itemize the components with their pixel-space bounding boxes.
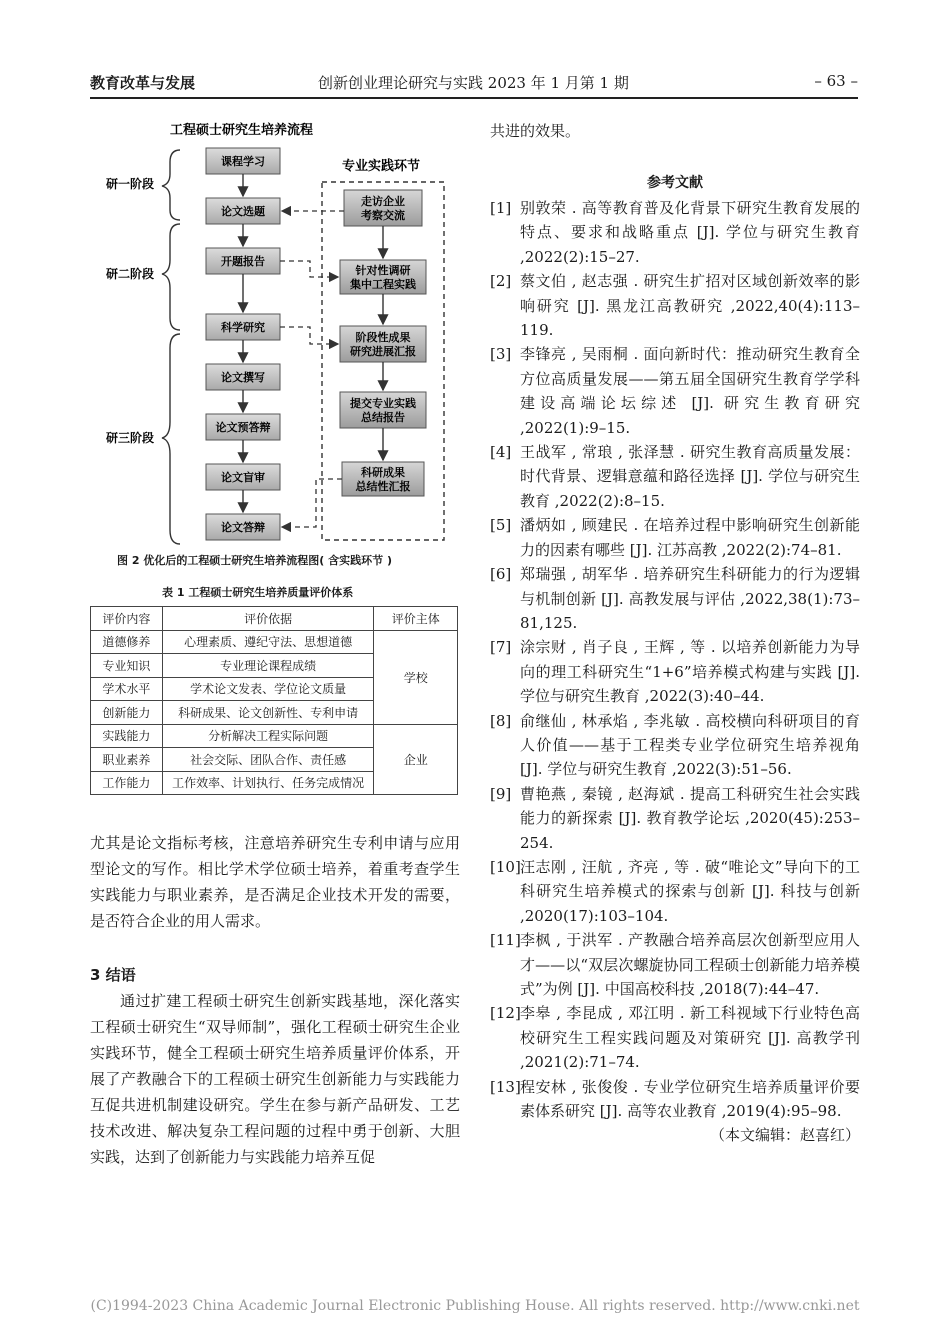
svg-text:科研成果: 科研成果 [361, 466, 405, 479]
reference-item [490, 1075, 860, 1124]
table-row [91, 724, 458, 748]
main-step-4 [206, 314, 280, 340]
stage-brace-3 [162, 334, 180, 544]
reference-text: 潘炳如 , 顾建民 . 在培养过程中影响研究生创新能力的因素有哪些 [J]. 江苏高教 ,2022(2):74–81. [520, 516, 860, 559]
reference-text: 李皋 , 李昆成 , 邓江明 . 新工科视域下行业特色高校研究生工程实践问题及对策研究 [J]. 高教学刊 ,2021(2):71–74. [520, 1004, 860, 1072]
stage-brace-2 [162, 224, 180, 330]
reference-item [490, 196, 860, 269]
reference-number: [9] [490, 784, 512, 803]
main-step-1 [206, 148, 280, 174]
reference-text: 俞继仙 , 林承焰 , 李兆敏 . 高校横向科研项目的育人价值——基于工程类专业学位研究生培养视角 [J]. 学位与研究生教育 ,2022(3):51–56. [520, 711, 860, 779]
training-flowchart [90, 112, 470, 552]
page-number: – 63 – [814, 72, 858, 90]
main-step-5 [206, 364, 280, 390]
reference-number: [3] [490, 345, 512, 364]
section-3-heading: 3 结语 [90, 966, 136, 984]
reference-text: 别敦荣 . 高等教育普及化背景下研究生教育发展的特点、要求和战略重点 [J]. 学位与研究生教育 ,2022(2):15–27. [520, 199, 860, 266]
table-caption: 表 1 工程硕士研究生培养质量评价体系 [162, 586, 354, 599]
reference-text: 郑瑞强 , 胡军华 . 培养研究生科研能力的行为逻辑与机制创新 [J]. 高教发展与评估 ,2022,38(1):73–81,125. [520, 565, 860, 632]
table-cell: 专业知识 [91, 654, 163, 678]
table-cell: 工作效率、计划执行、任务完成情况 [162, 771, 374, 795]
svg-text:论文选题: 论文选题 [221, 205, 265, 218]
table-cell: 创新能力 [91, 701, 163, 725]
reference-text: 王战军 , 常琅 , 张泽慧 . 研究生教育高质量发展：时代背景、逻辑意蕴和路径选择 [J]. 学位与研究生教育 ,2022(2):8–15. [520, 443, 860, 510]
table-header-cell: 评价内容 [91, 607, 163, 631]
svg-text:开题报告: 开题报告 [221, 255, 265, 268]
table-cell-subject-school: 学校 [374, 630, 458, 724]
table-cell: 学术水平 [91, 677, 163, 701]
body-paragraph-2: 通过扩建工程硕士研究生创新实践基地，深化落实工程硕士研究生“双导师制”，强化工程硕士研究生企业实践环节，健全工程硕士研究生培养质量评价体系，开展了产教融合下的工程硕士研究生创新能力与实践能力互促共进机制建设研究。学生在参与新产品研发、工艺技术改进、解决复杂工程问题的过程中勇于创新、大胆实践，达到了创新能力与实践能力培养互促 [90, 992, 460, 1166]
body-continuation: 共进的效果。 [490, 122, 581, 140]
svg-text:论文盲审: 论文盲审 [221, 471, 265, 484]
reference-text: 涂宗财 , 肖子良 , 王辉 , 等 . 以培养创新能力为导向的理工科研究生“1+6”培养模式构建与实践 [J]. 学位与研究生教育 ,2022(3):40–44. [520, 638, 860, 706]
references-list [490, 196, 860, 1148]
reference-number: [12] [490, 1004, 521, 1023]
main-step-3 [206, 248, 280, 274]
practice-step-5 [342, 462, 424, 496]
practice-step-1 [344, 190, 422, 226]
flowchart-title: 工程硕士研究生培养流程 [170, 123, 314, 138]
editor-note: （本文编辑：赵喜红） [709, 1126, 860, 1145]
reference-text: 李锋亮 , 吴雨桐 . 面向新时代：推动研究生教育全方位高质量发展——第五届全国研究生教育学学科建设高端论坛综述 [J]. 研究生教育研究 ,2022(1):9–15. [520, 345, 860, 437]
stage-label-2: 研二阶段 [106, 267, 155, 281]
table-cell: 分析解决工程实际问题 [162, 724, 374, 748]
practice-step-2 [340, 260, 426, 294]
svg-text:阶段性成果: 阶段性成果 [355, 331, 411, 344]
svg-text:论文答辩: 论文答辩 [221, 521, 265, 534]
table-header-cell: 评价依据 [162, 607, 374, 631]
cross-link-arrows [280, 211, 344, 527]
reference-number: [10] [490, 857, 521, 876]
reference-number: [1] [490, 199, 512, 217]
reference-item [490, 562, 860, 635]
stage-brace-1 [162, 150, 180, 220]
reference-number: [13] [490, 1077, 521, 1096]
reference-text: 曹艳燕 , 秦镜 , 赵海斌 . 提高工科研究生社会实践能力的新探索 [J]. 教育教学论坛 ,2020(45):253–254. [520, 784, 860, 852]
table-header-row [91, 607, 458, 631]
journal-section-title: 教育改革与发展 [90, 74, 196, 92]
table-cell: 专业理论课程成绩 [162, 654, 374, 678]
practice-step-3 [340, 326, 426, 362]
table-cell: 学术论文发表、学位论文质量 [162, 677, 374, 701]
reference-item [490, 1001, 860, 1074]
svg-text:研究进展汇报: 研究进展汇报 [350, 345, 416, 358]
table-cell-subject-enterprise: 企业 [374, 724, 458, 795]
table-row [91, 630, 458, 654]
svg-text:论文撰写: 论文撰写 [221, 371, 265, 384]
main-step-7 [206, 464, 280, 490]
svg-text:总结性汇报: 总结性汇报 [355, 480, 411, 493]
svg-text:课程学习: 课程学习 [221, 155, 265, 168]
svg-text:考察交流: 考察交流 [361, 209, 405, 222]
reference-item [490, 928, 860, 1001]
reference-number: [6] [490, 565, 512, 584]
stage-label-1: 研一阶段 [106, 177, 155, 191]
table-cell: 心理素质、遵纪守法、思想道德 [162, 630, 374, 654]
reference-number: [11] [490, 931, 521, 950]
stage-label-3: 研三阶段 [106, 431, 155, 445]
header-rule [90, 97, 858, 99]
reference-number: [5] [490, 516, 512, 535]
copyright-footer: (C)1994-2023 China Academic Journal Electronic Publishing House. All rights reserved. http://www.cnki.net [90, 1298, 860, 1314]
svg-text:集中工程实践: 集中工程实践 [350, 278, 416, 291]
table-cell: 职业素养 [91, 748, 163, 772]
references-title: 参考文献 [647, 175, 703, 191]
svg-text:总结报告: 总结报告 [361, 411, 405, 424]
main-step-6 [206, 414, 280, 440]
reference-item [490, 635, 860, 708]
svg-text:科学研究: 科学研究 [221, 321, 265, 334]
reference-number: [4] [490, 443, 512, 462]
journal-issue-info: 创新创业理论研究与实践 2023 年 1 月第 1 期 [318, 74, 629, 92]
table-cell: 科研成果、论文创新性、专利申请 [162, 701, 374, 725]
table-cell: 实践能力 [91, 724, 163, 748]
svg-text:论文预答辩: 论文预答辩 [215, 421, 271, 434]
reference-text: 李枫 , 于洪军 . 产教融合培养高层次创新型应用人才——以“双层次螺旋协同工程硕士创新能力培养模式”为例 [J]. 中国高校科技 ,2018(7):44–47. [520, 931, 860, 998]
reference-item [490, 855, 860, 928]
reference-number: [8] [490, 711, 512, 730]
body-paragraph-1: 尤其是论文指标考核，注意培养研究生专利申请与应用型论文的写作。相比学术学位硕士培养，着重考查学生实践能力与职业素养，是否满足企业技术开发的需要，是否符合企业的用人需求。 [90, 834, 460, 930]
reference-item [490, 782, 860, 855]
svg-text:走访企业: 走访企业 [361, 195, 405, 208]
reference-item [490, 342, 860, 440]
table-cell: 道德修养 [91, 630, 163, 654]
reference-number: [7] [490, 638, 512, 657]
reference-item [490, 513, 860, 562]
reference-text: 蔡文伯 , 赵志强 . 研究生扩招对区域创新效率的影响研究 [J]. 黑龙江高教研究 ,2022,40(4):113–119. [520, 272, 860, 340]
reference-item [490, 269, 860, 342]
reference-text: 汪志刚 , 汪航 , 齐亮 , 等 . 破“唯论文”导向下的工科研究生培养模式的探索与创新 [J]. 科技与创新 ,2020(17):103–104. [520, 857, 860, 925]
table-cell: 工作能力 [91, 771, 163, 795]
reference-text: 程安林 , 张俊俊 . 专业学位研究生培养质量评价要素体系研究 [J]. 高等农业教育 ,2019(4):95–98. [520, 1077, 860, 1121]
svg-text:针对性调研: 针对性调研 [355, 264, 411, 277]
svg-text:提交专业实践: 提交专业实践 [350, 397, 416, 410]
main-step-2 [206, 198, 280, 224]
evaluation-table [90, 606, 458, 795]
reference-number: [2] [490, 272, 512, 291]
main-step-8 [206, 514, 280, 540]
practice-step-4 [340, 392, 426, 428]
reference-item [490, 440, 860, 513]
figure-caption: 图 2 优化后的工程硕士研究生培养流程图( 含实践环节 ) [117, 554, 393, 567]
table-cell: 社会交际、团队合作、责任感 [162, 748, 374, 772]
reference-item [490, 709, 860, 782]
practice-section-title: 专业实践环节 [342, 159, 421, 174]
table-header-cell: 评价主体 [374, 607, 458, 631]
